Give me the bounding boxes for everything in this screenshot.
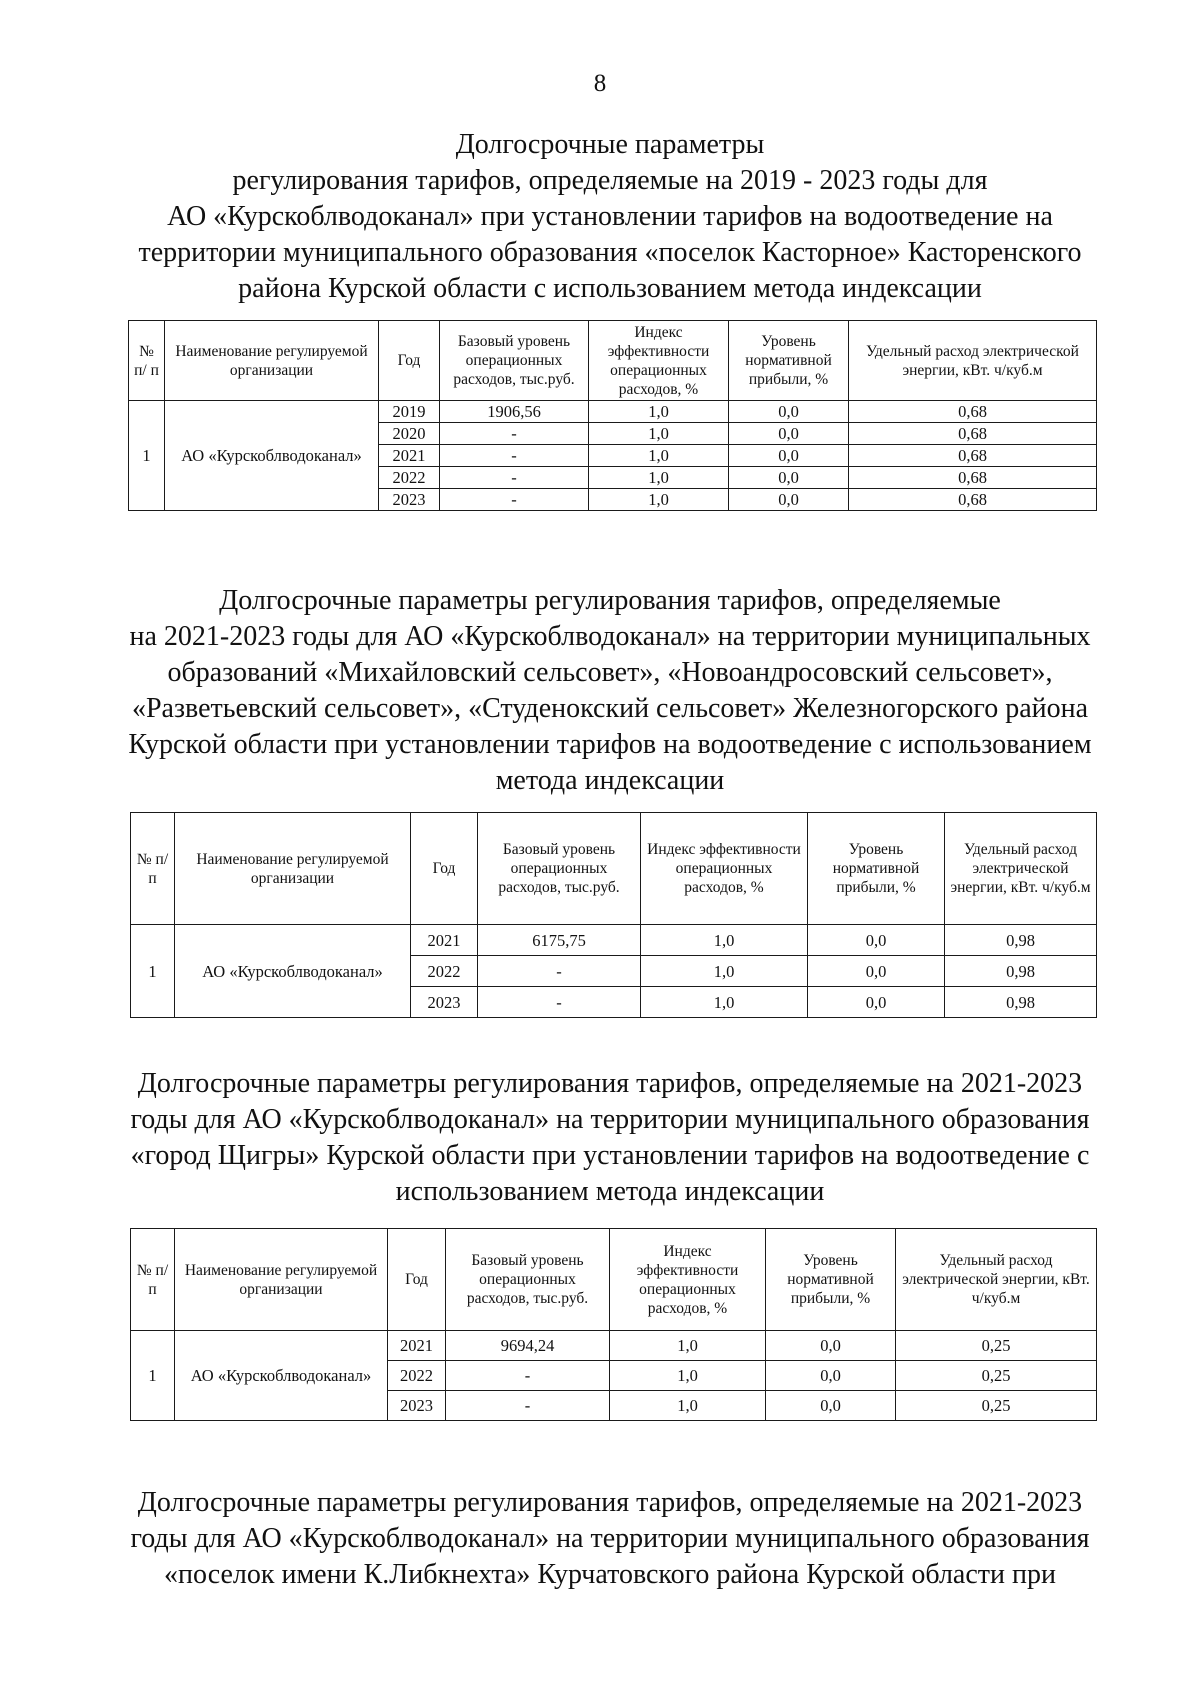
efficiency-index-cell: 1,0 [641, 925, 808, 956]
title-line: территории муниципального образования «поселок Касторное» Касторенского [138, 237, 1082, 268]
row-number-cell: 1 [131, 1331, 175, 1421]
efficiency-index-cell: 1,0 [589, 467, 729, 489]
header-cell-year: Год [411, 813, 478, 925]
profit-level-cell: 0,0 [808, 987, 945, 1018]
page-number: 8 [593, 70, 607, 97]
header-cell-number: № п/п [131, 813, 175, 925]
section-3-title [125, 1066, 1095, 1210]
energy-consumption-cell: 0,98 [945, 987, 1097, 1018]
efficiency-index-cell: 1,0 [610, 1361, 766, 1391]
efficiency-index-cell: 1,0 [589, 401, 729, 423]
header-cell-efficiency-index: Индекс эффективности операционных расходов, % [589, 321, 729, 401]
header-cell-energy-consumption: Удельный расход электрической энергии, кВт. ч/куб.м [945, 813, 1097, 925]
header-cell-number: № п/п [131, 1229, 175, 1331]
profit-level-cell: 0,0 [766, 1391, 896, 1421]
header-cell-organization: Наименование регулируемой организации [175, 813, 411, 925]
base-level-cell: - [440, 467, 589, 489]
header-cell-profit-level: Уровень нормативной прибыли, % [729, 321, 849, 401]
energy-consumption-cell: 0,25 [896, 1331, 1097, 1361]
profit-level-cell: 0,0 [808, 925, 945, 956]
section-1-title [125, 127, 1095, 307]
efficiency-index-cell: 1,0 [589, 489, 729, 511]
base-level-cell: - [440, 489, 589, 511]
header-cell-organization: Наименование регулируемой организации [165, 321, 379, 401]
year-cell: 2023 [388, 1391, 446, 1421]
energy-consumption-cell: 0,98 [945, 956, 1097, 987]
organization-cell: АО «Курскоблводоканал» [175, 925, 411, 1018]
energy-consumption-cell: 0,68 [849, 423, 1097, 445]
header-cell-organization: Наименование регулируемой организации [175, 1229, 388, 1331]
header-cell-efficiency-index: Индекс эффективности операционных расходов, % [641, 813, 808, 925]
profit-level-cell: 0,0 [766, 1331, 896, 1361]
section-4-title [125, 1485, 1095, 1593]
title-line: «Разветьевский сельсовет», «Студенокский сельсовет» Железногорского района [131, 693, 1089, 724]
header-cell-profit-level: Уровень нормативной прибыли, % [766, 1229, 896, 1331]
tariff-table-3 [130, 1228, 1097, 1421]
header-row [131, 813, 1097, 925]
base-level-cell: - [440, 423, 589, 445]
year-cell: 2022 [388, 1361, 446, 1391]
year-cell: 2020 [379, 423, 440, 445]
header-cell-energy-consumption: Удельный расход электрической энергии, кВт. ч/куб.м [896, 1229, 1097, 1331]
profit-level-cell: 0,0 [729, 445, 849, 467]
header-row [131, 1229, 1097, 1331]
energy-consumption-cell: 0,25 [896, 1361, 1097, 1391]
header-cell-energy-consumption: Удельный расход электрической энергии, кВт. ч/куб.м [849, 321, 1097, 401]
title-line: использованием метода индексации [395, 1176, 825, 1207]
section-2-title [125, 583, 1095, 799]
year-cell: 2019 [379, 401, 440, 423]
base-level-cell: - [446, 1361, 610, 1391]
year-cell: 2022 [379, 467, 440, 489]
profit-level-cell: 0,0 [729, 467, 849, 489]
efficiency-index-cell: 1,0 [610, 1391, 766, 1421]
title-line: «поселок имени К.Либкнехта» Курчатовского района Курской области при [164, 1559, 1056, 1590]
base-level-cell: 1906,56 [440, 401, 589, 423]
base-level-cell: - [440, 445, 589, 467]
title-line: района Курской области с использованием метода индексации [238, 273, 982, 304]
efficiency-index-cell: 1,0 [610, 1331, 766, 1361]
organization-cell: АО «Курскоблводоканал» [175, 1331, 388, 1421]
title-line: годы для АО «Курскоблводоканал» на территории муниципального образования [130, 1523, 1090, 1554]
base-level-cell: 6175,75 [478, 925, 641, 956]
profit-level-cell: 0,0 [766, 1361, 896, 1391]
profit-level-cell: 0,0 [729, 423, 849, 445]
year-cell: 2021 [411, 925, 478, 956]
header-row [129, 321, 1097, 401]
base-level-cell: 9694,24 [446, 1331, 610, 1361]
title-line: на 2021-2023 годы для АО «Курскоблводоканал» на территории муниципальных [129, 621, 1091, 652]
base-level-cell: - [478, 956, 641, 987]
energy-consumption-cell: 0,68 [849, 467, 1097, 489]
energy-consumption-cell: 0,98 [945, 925, 1097, 956]
efficiency-index-cell: 1,0 [589, 445, 729, 467]
energy-consumption-cell: 0,68 [849, 489, 1097, 511]
base-level-cell: - [478, 987, 641, 1018]
energy-consumption-cell: 0,68 [849, 445, 1097, 467]
energy-consumption-cell: 0,25 [896, 1391, 1097, 1421]
organization-cell: АО «Курскоблводоканал» [165, 401, 379, 511]
title-line: Курской области при установлении тарифов на водоотведение с использованием [128, 729, 1092, 760]
header-cell-base-level: Базовый уровень операционных расходов, тыс.руб. [440, 321, 589, 401]
title-line: «город Щигры» Курской области при установлении тарифов на водоотведение с [130, 1140, 1090, 1171]
efficiency-index-cell: 1,0 [641, 956, 808, 987]
header-cell-base-level: Базовый уровень операционных расходов, тыс.руб. [446, 1229, 610, 1331]
year-cell: 2021 [388, 1331, 446, 1361]
efficiency-index-cell: 1,0 [589, 423, 729, 445]
title-line: Долгосрочные параметры [455, 129, 765, 160]
table-row [131, 1331, 1097, 1361]
year-cell: 2023 [379, 489, 440, 511]
efficiency-index-cell: 1,0 [641, 987, 808, 1018]
title-line: Долгосрочные параметры регулирования тарифов, определяемые на 2021-2023 [137, 1068, 1083, 1099]
row-number-cell: 1 [131, 925, 175, 1018]
row-number-cell: 1 [129, 401, 165, 511]
tariff-table-2 [130, 812, 1097, 1018]
base-level-cell: - [446, 1391, 610, 1421]
table-row [131, 925, 1097, 956]
year-cell: 2022 [411, 956, 478, 987]
header-cell-number: № п/ п [129, 321, 165, 401]
tariff-table-1 [128, 320, 1097, 511]
header-cell-year: Год [379, 321, 440, 401]
header-cell-year: Год [388, 1229, 446, 1331]
energy-consumption-cell: 0,68 [849, 401, 1097, 423]
table-row [129, 401, 1097, 423]
header-cell-profit-level: Уровень нормативной прибыли, % [808, 813, 945, 925]
title-line: метода индексации [495, 765, 725, 796]
year-cell: 2021 [379, 445, 440, 467]
title-line: регулирования тарифов, определяемые на 2019 - 2023 годы для [232, 165, 988, 196]
profit-level-cell: 0,0 [808, 956, 945, 987]
header-cell-base-level: Базовый уровень операционных расходов, тыс.руб. [478, 813, 641, 925]
title-line: Долгосрочные параметры регулирования тарифов, определяемые [219, 585, 1001, 616]
title-line: годы для АО «Курскоблводоканал» на территории муниципального образования [130, 1104, 1090, 1135]
title-line: образований «Михайловский сельсовет», «Новоандросовский сельсовет», [167, 657, 1053, 688]
profit-level-cell: 0,0 [729, 489, 849, 511]
header-cell-efficiency-index: Индекс эффективности операционных расходов, % [610, 1229, 766, 1331]
year-cell: 2023 [411, 987, 478, 1018]
title-line: АО «Курскоблводоканал» при установлении тарифов на водоотведение на [167, 201, 1053, 232]
title-line: Долгосрочные параметры регулирования тарифов, определяемые на 2021-2023 [137, 1487, 1083, 1518]
profit-level-cell: 0,0 [729, 401, 849, 423]
